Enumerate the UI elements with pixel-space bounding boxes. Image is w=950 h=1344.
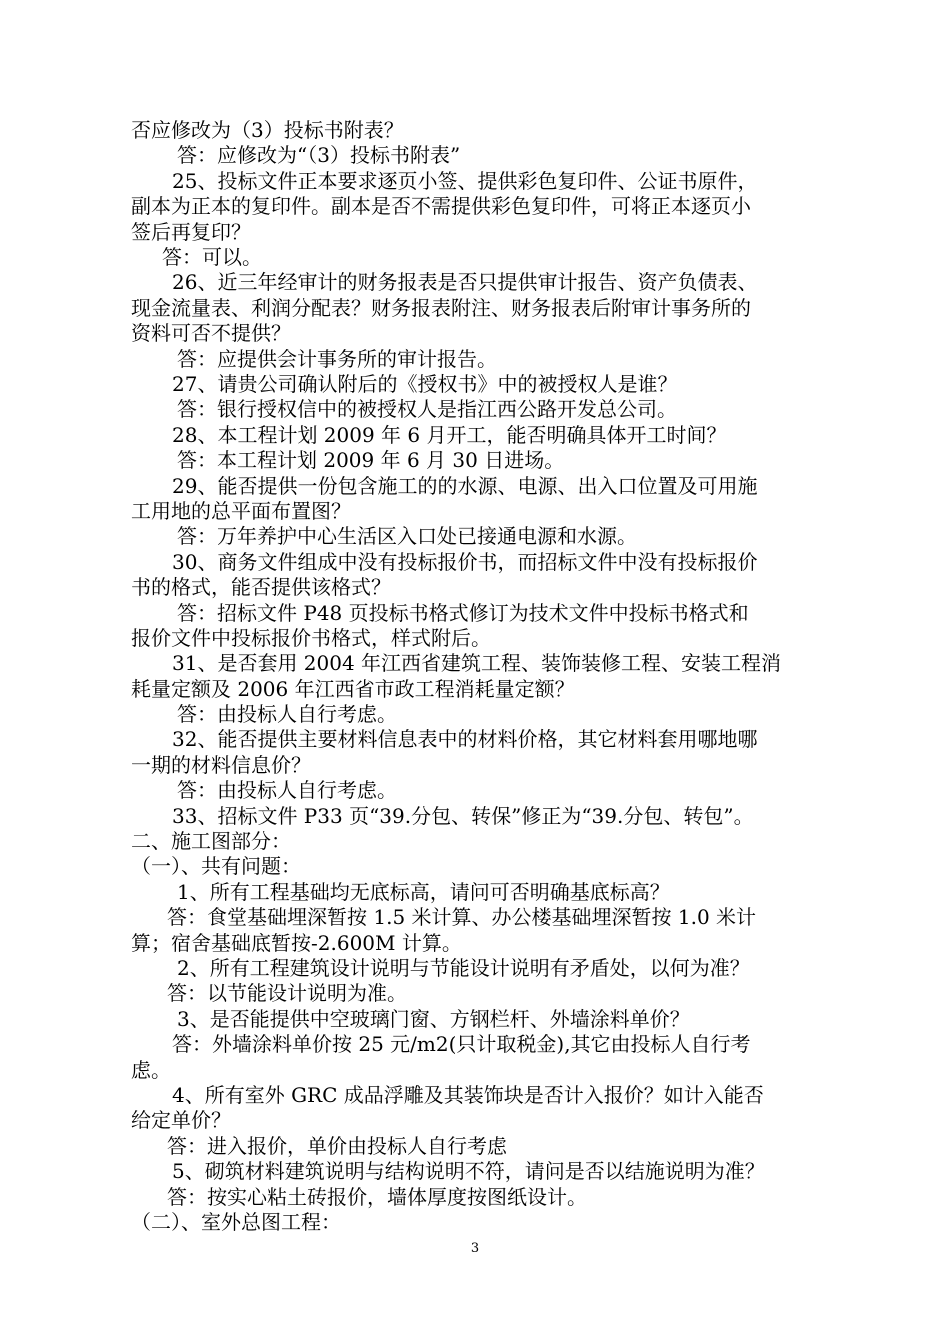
- text-line: 签后再复印？: [131, 220, 251, 244]
- page-number: 3: [470, 1241, 480, 1256]
- text-line: 资料可否不提供？: [131, 321, 291, 345]
- text-line: 一期的材料信息价？: [131, 753, 311, 777]
- text-line: 答：按实心粘土砖报价，墙体厚度按图纸设计。: [167, 1185, 587, 1209]
- text-line: 现金流量表、利润分配表？财务报表附注、财务报表后附审计事务所的: [131, 296, 751, 320]
- text-line: 答：万年养护中心生活区入口处已接通电源和水源。: [177, 524, 637, 548]
- text-line: 答：银行授权信中的被授权人是指江西公路开发总公司。: [177, 397, 677, 421]
- text-line: 答：本工程计划 2009 年 6 月 30 日进场。: [177, 448, 565, 472]
- text-line: 4、所有室外 GRC 成品浮雕及其装饰块是否计入报价？如计入能否: [172, 1083, 764, 1107]
- text-line: 答：可以。: [162, 245, 262, 269]
- text-line: 答：由投标人自行考虑。: [177, 702, 397, 726]
- text-line: 书的格式，能否提供该格式？: [131, 575, 391, 599]
- text-line: 否应修改为（3）投标书附表？: [131, 118, 404, 142]
- text-line: 给定单价？: [131, 1108, 231, 1132]
- text-line: 31、是否套用 2004 年江西省建筑工程、装饰装修工程、安装工程消: [172, 651, 782, 675]
- text-line: 算；宿舍基础底暂按-2.600M 计算。: [131, 931, 462, 955]
- subsection-heading: （一）、共有问题：: [131, 854, 301, 878]
- text-line: 答：外墙涂料单价按 25 元/m2(只计取税金),其它由投标人自行考: [172, 1032, 751, 1056]
- text-line: 5、砌筑材料建筑说明与结构说明不符，请问是否以结施说明为准？: [172, 1159, 765, 1183]
- subsection-heading: （二）、室外总图工程：: [131, 1210, 341, 1234]
- text-line: 虑。: [131, 1058, 171, 1082]
- text-line: 工用地的总平面布置图？: [131, 499, 351, 523]
- text-line: 30、商务文件组成中没有投标报价书，而招标文件中没有投标报价: [172, 550, 758, 574]
- text-line: 答：以节能设计说明为准。: [167, 981, 407, 1005]
- text-line: 耗量定额及 2006 年江西省市政工程消耗量定额？: [131, 677, 575, 701]
- text-line: 答：进入报价，单价由投标人自行考虑: [167, 1134, 507, 1158]
- text-line: 33、招标文件 P33 页“39.分包、转保”修正为“39.分包、转包”。: [172, 804, 754, 828]
- text-line: 1、所有工程基础均无底标高，请问可否明确基底标高？: [177, 880, 670, 904]
- text-line: 报价文件中投标报价书格式，样式附后。: [131, 626, 491, 650]
- text-line: 25、投标文件正本要求逐页小签、提供彩色复印件、公证书原件，: [172, 169, 758, 193]
- text-line: 答：应提供会计事务所的审计报告。: [177, 347, 497, 371]
- text-line: 答：由投标人自行考虑。: [177, 778, 397, 802]
- text-line: 28、本工程计划 2009 年 6 月开工，能否明确具体开工时间？: [172, 423, 727, 447]
- text-line: 32、能否提供主要材料信息表中的材料价格，其它材料套用哪地哪: [172, 727, 758, 751]
- text-line: 3、是否能提供中空玻璃门窗、方钢栏杆、外墙涂料单价？: [177, 1007, 690, 1031]
- text-line: 29、能否提供一份包含施工的的水源、电源、出入口位置及可用施: [172, 474, 758, 498]
- text-line: 27、请贵公司确认附后的《授权书》中的被授权人是谁？: [172, 372, 678, 396]
- text-line: 答：食堂基础埋深暂按 1.5 米计算、办公楼基础埋深暂按 1.0 米计: [167, 905, 757, 929]
- text-line: 答：招标文件 P48 页投标书格式修订为技术文件中投标书格式和: [177, 601, 749, 625]
- text-line: 26、近三年经审计的财务报表是否只提供审计报告、资产负债表、: [172, 270, 758, 294]
- section-heading: 二、施工图部分：: [131, 829, 291, 853]
- text-line: 2、所有工程建筑设计说明与节能设计说明有矛盾处，以何为准？: [177, 956, 750, 980]
- text-line: 答：应修改为“（3）投标书附表”: [177, 143, 461, 167]
- text-line: 副本为正本的复印件。副本是否不需提供彩色复印件，可将正本逐页小: [131, 194, 751, 218]
